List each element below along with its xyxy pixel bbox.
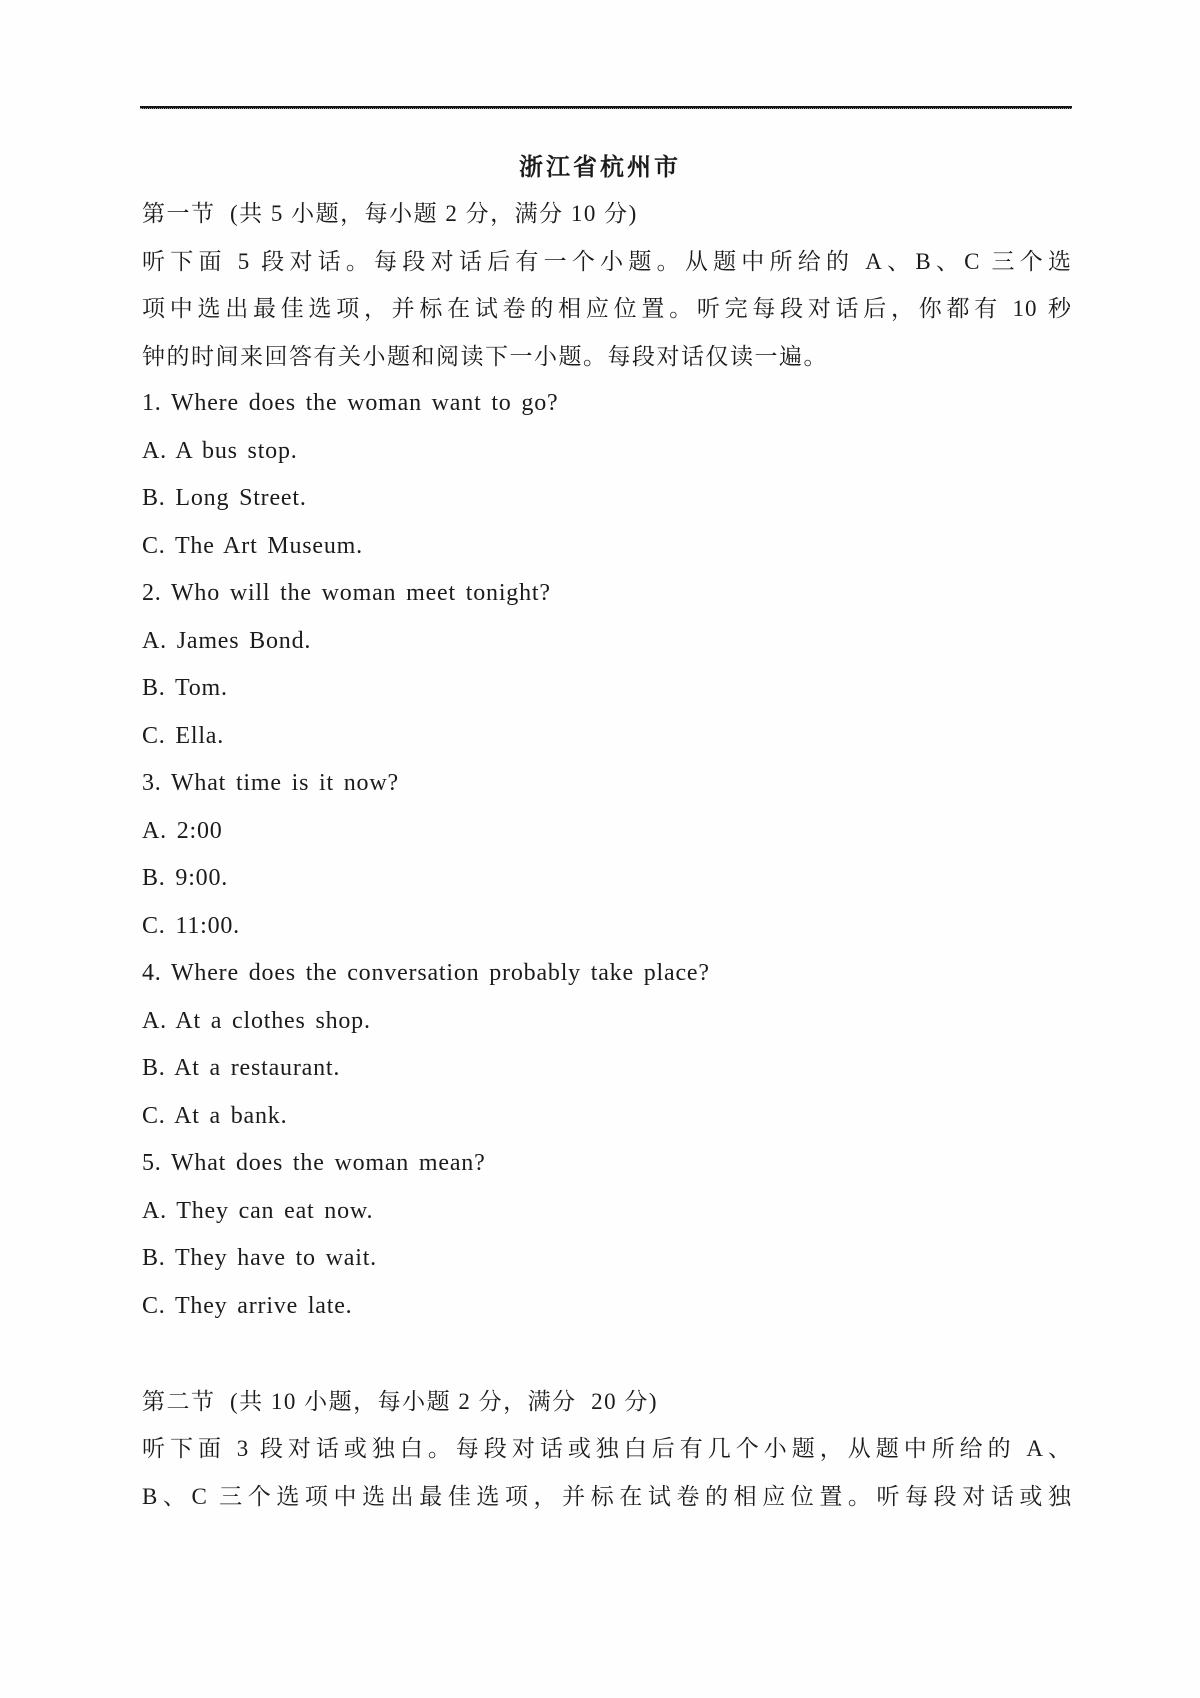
header-rule [140,106,1072,109]
section2-intro-line-1: 听下面 3 段对话或独白。每段对话或独白后有几个小题，从题中所给的 A、 [142,1436,1072,1461]
exam-body [142,190,1072,1520]
section1-intro-line-3: 钟的时间来回答有关小题和阅读下一小题。每段对话仅读一遍。 [142,343,828,369]
section2-intro-line-2: B、C 三个选项中选出最佳选项，并标在试卷的相应位置。听每段对话或独 [142,1483,1072,1509]
question-2-option-a: A. James Bond. [142,627,312,654]
question-4-stem: 4. Where does the conversation probably take place? [142,960,710,986]
section-gap [142,1330,1072,1378]
page-title: 浙江省杭州市 [519,155,681,181]
question-3-option-c: C. 11:00. [142,912,240,939]
question-4-option-b: B. At a restaurant. [142,1055,341,1081]
question-1-option-c: C. The Art Museum. [142,532,363,559]
question-5-option-c: C. They arrive late. [142,1292,353,1319]
question-1-stem: 1. Where does the woman want to go? [142,390,559,416]
question-2-option-b: B. Tom. [142,675,228,701]
question-3-option-b: B. 9:00. [142,865,229,891]
section2-heading: 第二节 (共 10 小题，每小题 2 分，满分 20 分) [142,1388,659,1414]
question-1-option-b: B. Long Street. [142,485,307,511]
question-3-option-a: A. 2:00 [142,817,223,844]
section1-intro-line-2: 项中选出最佳选项，并标在试卷的相应位置。听完每段对话后，你都有 10 秒 [142,296,1072,321]
question-4-option-a: A. At a clothes shop. [142,1007,371,1034]
section1-heading: 第一节 (共 5 小题，每小题 2 分，满分 10 分) [142,201,638,226]
question-4-option-c: C. At a bank. [142,1102,288,1129]
question-3-stem: 3. What time is it now? [142,770,399,796]
section1-intro-line-1: 听下面 5 段对话。每段对话后有一个小题。从题中所给的 A、B、C 三个选 [142,248,1072,274]
question-5-stem: 5. What does the woman mean? [142,1150,486,1176]
question-2-stem: 2. Who will the woman meet tonight? [142,580,551,606]
question-2-option-c: C. Ella. [142,722,225,749]
question-1-option-a: A. A bus stop. [142,437,298,464]
question-5-option-a: A. They can eat now. [142,1197,374,1224]
question-5-option-b: B. They have to wait. [142,1245,377,1271]
